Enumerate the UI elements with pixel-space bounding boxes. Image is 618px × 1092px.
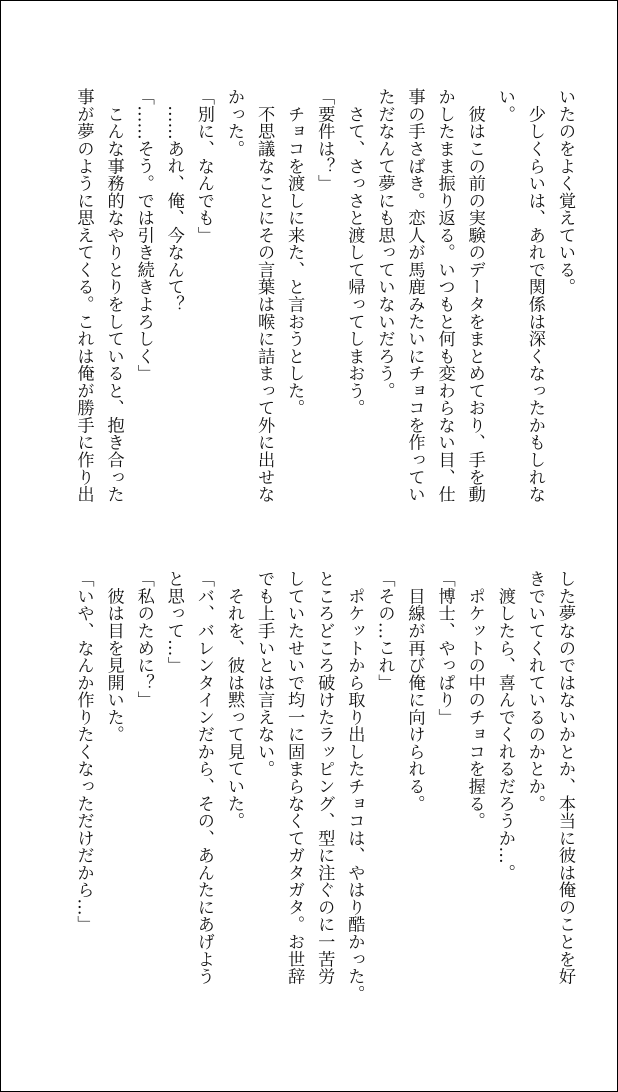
text-line: 「私のために？」 bbox=[133, 570, 154, 709]
text-line: 「その…これ」 bbox=[374, 570, 395, 691]
text-line: かった。 bbox=[223, 88, 244, 158]
text-line: と思って…」 bbox=[163, 570, 184, 674]
text-line: ポケットの中のチョコを握る。 bbox=[464, 570, 485, 830]
text-line: 少しくらいは、あれで関係は深くなったかもしれな bbox=[524, 88, 545, 503]
text-line: 「要件は？」 bbox=[314, 88, 335, 192]
text-line: かしたまま振り返る。いつもと何も変わらない目、仕 bbox=[434, 88, 455, 503]
text-line: 「別に、なんでも」 bbox=[193, 88, 214, 244]
text-block-top bbox=[68, 88, 580, 528]
text-block-bottom bbox=[68, 570, 580, 1010]
text-line: 目線が再び俺に向けられる。 bbox=[404, 570, 425, 812]
text-line: 事の手さばき。恋人が馬鹿みたいにチョコを作ってい bbox=[404, 88, 425, 503]
text-line: ただなんて夢にも思っていないだろう。 bbox=[374, 88, 395, 400]
text-line: 彼はこの前の実験のデータをまとめており、手を動 bbox=[464, 88, 485, 503]
text-line: さて、さっさと渡して帰ってしまおう。 bbox=[344, 88, 365, 417]
text-line: それを、彼は黙って見ていた。 bbox=[223, 570, 244, 830]
text-line: ……あれ、俺、今なんて？ bbox=[163, 88, 184, 313]
text-line: 不思議なことにその言葉は喉に詰まって外に出せな bbox=[254, 88, 275, 503]
text-line: ポケットから取り出したチョコは、やはり酷かった。 bbox=[344, 570, 365, 1002]
text-line: 「……そう。では引き続きよろしく」 bbox=[133, 88, 154, 382]
text-line: チョコを渡しに来た、と言おうとした。 bbox=[284, 88, 305, 417]
text-line: 事が夢のように思えてくる。これは俺が勝手に作り出 bbox=[73, 88, 94, 503]
text-line: こんな事務的なやりとりをしていると、抱き合った bbox=[103, 88, 124, 503]
text-line: い。 bbox=[494, 88, 515, 123]
text-line: 「いや、なんか作りたくなっただけだから…」 bbox=[73, 570, 94, 933]
text-line: 「博士、やっぱり」 bbox=[434, 570, 455, 726]
text-line: 「バ、バレンタインだから、その、あんたにあげよう bbox=[193, 570, 214, 985]
text-line: でも上手いとは言えない。 bbox=[254, 570, 275, 778]
text-line: ところどころ破けたラッピング、型に注ぐのに一苦労 bbox=[314, 570, 335, 985]
text-line: していたせいで均一に固まらなくてガタガタ。お世辞 bbox=[284, 570, 305, 985]
text-line: 彼は目を見開いた。 bbox=[103, 570, 124, 743]
text-line: いたのをよく覚えている。 bbox=[555, 88, 575, 296]
text-line: 渡したら、喜んでくれるだろうか…。 bbox=[494, 570, 515, 882]
text-line: した夢なのではないかとか、本当に彼は俺のことを好 bbox=[555, 570, 575, 985]
text-line: きでいてくれているのかとか。 bbox=[524, 570, 545, 812]
